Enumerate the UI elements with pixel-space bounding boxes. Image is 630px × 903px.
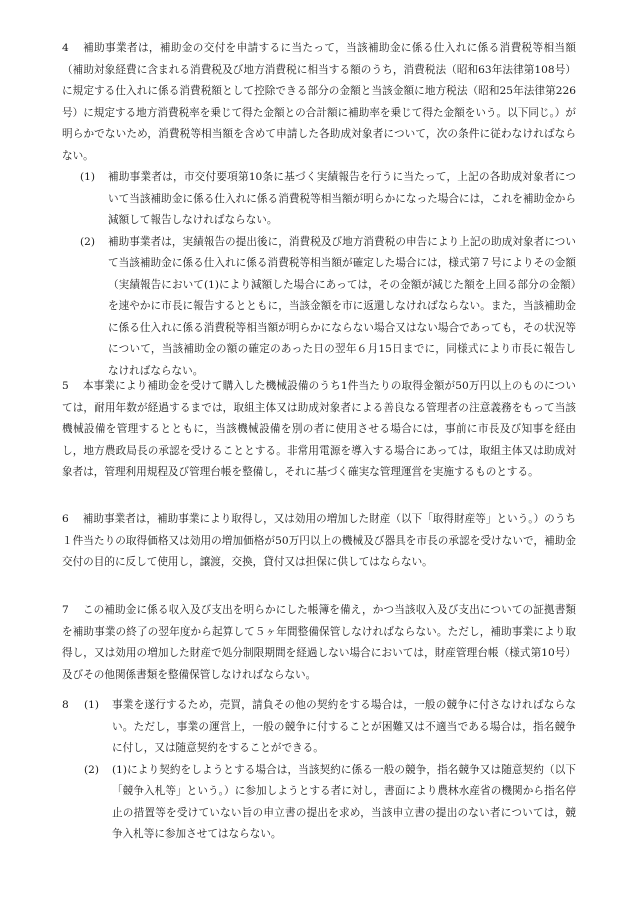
section-5 — [62, 376, 576, 484]
item-text: 補助事業者は，実績報告の提出後に，消費税及び地方消費税の申告により上記の助成対象者について当該補助金に係る仕入れに係る消費税等相当額が確定した場合には，様式第７号によりその金額（実績報告において(1)により減額した場合にあっては，その金額が減じた額を上回る部分の金額）を速やかに市長に報告するとともに，当該金額を市に返還しなければならない。また，当該補助金に係る仕入れに係る消費税等相当額が明らかにならない場合又はない場合であっても，その状況等について，当該補助金の額の確定のあった日の翌年６月15日までに，同様式により市長に報告しなければならない。 — [108, 235, 576, 377]
section-6 — [62, 509, 576, 574]
section-5-paragraph — [62, 376, 576, 484]
section-text: この補助金に係る収入及び支出を明らかにした帳簿を備え，かつ当該収入及び支出についての証拠書類を補助事業の終了の翌年度から起算して５ヶ年間整備保管しなければならない。ただし，補助事業により取得し，又は効用の増加した財産で処分制限期間を経過しない場合においては，財産管理台帳（様式第10号）及びその他関係書類を整備保管しなければならない。 — [62, 604, 576, 681]
section-text: 補助事業者は，補助金の交付を申請するに当たって，当該補助金に係る仕入れに係る消費税等相当額（補助対象経費に含まれる消費税及び地方消費税に相当する額のうち，消費税法（昭和63年法律第108号）に規定する仕入れに係る消費税額として控除できる部分の金額と当該金額に地方税法（昭和25年法律第226号）に規定する地方消費税率を乗じて得た金額との合計額に補助率を乗じて得た金額をいう。以下同じ。）が明らかでないため，消費税等相当額を含めて申請した各助成対象者について，次の条件に従わなければならない。 — [62, 42, 576, 162]
section-text: 本事業により補助金を受けて購入した機械設備のうち1件当たりの取得金額が50万円以上のものについては，耐用年数が経過するまでは，取組主体又は助成対象者による善良なる管理者の注意義務をもって当該機械設備を管理するとともに，当該機械設備を別の者に使用させる場合には，事前に市長及び知事を経由し，地方農政局長の承認を受けることとする。非常用電源を導入する場合にあっては，取組主体又は助成対象者は，管理利用規程及び管理台帳を整備し，それに基づく確実な管理運営を実施するものとする。 — [62, 380, 576, 478]
section-8-item-2 — [84, 760, 576, 846]
item-number: (1) — [80, 171, 96, 183]
section-6-paragraph — [62, 509, 576, 574]
item-number: (1) — [84, 699, 100, 711]
item-number: (2) — [84, 763, 100, 776]
section-text: 補助事業者は，補助事業により取得し，又は効用の増加した財産（以下「取得財産等」という。）のうち１件当たりの取得価格又は効用の増加価格が50万円以上の機械及び器具を市長の承認を受けないで，補助金交付の目的に反して使用し，譲渡，交換，貸付又は担保に供してはならない。 — [62, 513, 576, 568]
section-number: 5 — [62, 380, 69, 392]
section-number: 4 — [62, 42, 69, 54]
section-4 — [62, 38, 576, 382]
item-text: 補助事業者は，市交付要項第10条に基づく実績報告を行うに当たって，上記の各助成対象者について当該補助金に係る仕入れに係る消費税等相当額が明らかになった場合には，これを補助金から減額して報告しなければならない。 — [108, 171, 576, 226]
section-8 — [62, 695, 576, 846]
section-4-paragraph — [62, 38, 576, 167]
section-4-item-2 — [80, 232, 576, 383]
section-number: 6 — [62, 513, 69, 525]
section-8-item-1 — [62, 695, 576, 760]
item-text: (1)により契約をしようとする場合は，当該契約に係る一般の競争，指名競争又は随意契約（以下「競争入札等」という。）に参加しようとする者に対し，書面により農林水産省の機関から指名停止の措置等を受けていない旨の申立書の提出を求め，当該申立書の提出のない者については，競争入札等に参加させてはならない。 — [112, 763, 576, 840]
section-number: 8 — [62, 699, 69, 711]
section-7-paragraph — [62, 600, 576, 686]
item-text: 事業を遂行するため，売買，請負その他の契約をする場合は，一般の競争に付さなければならない。ただし，事業の運営上，一般の競争に付することが困難又は不適当である場合は，指名競争に付し，又は随意契約をすることができる。 — [112, 699, 576, 754]
section-4-item-1 — [80, 167, 576, 232]
section-7 — [62, 600, 576, 686]
item-number: (2) — [80, 235, 96, 248]
section-number: 7 — [62, 604, 69, 616]
